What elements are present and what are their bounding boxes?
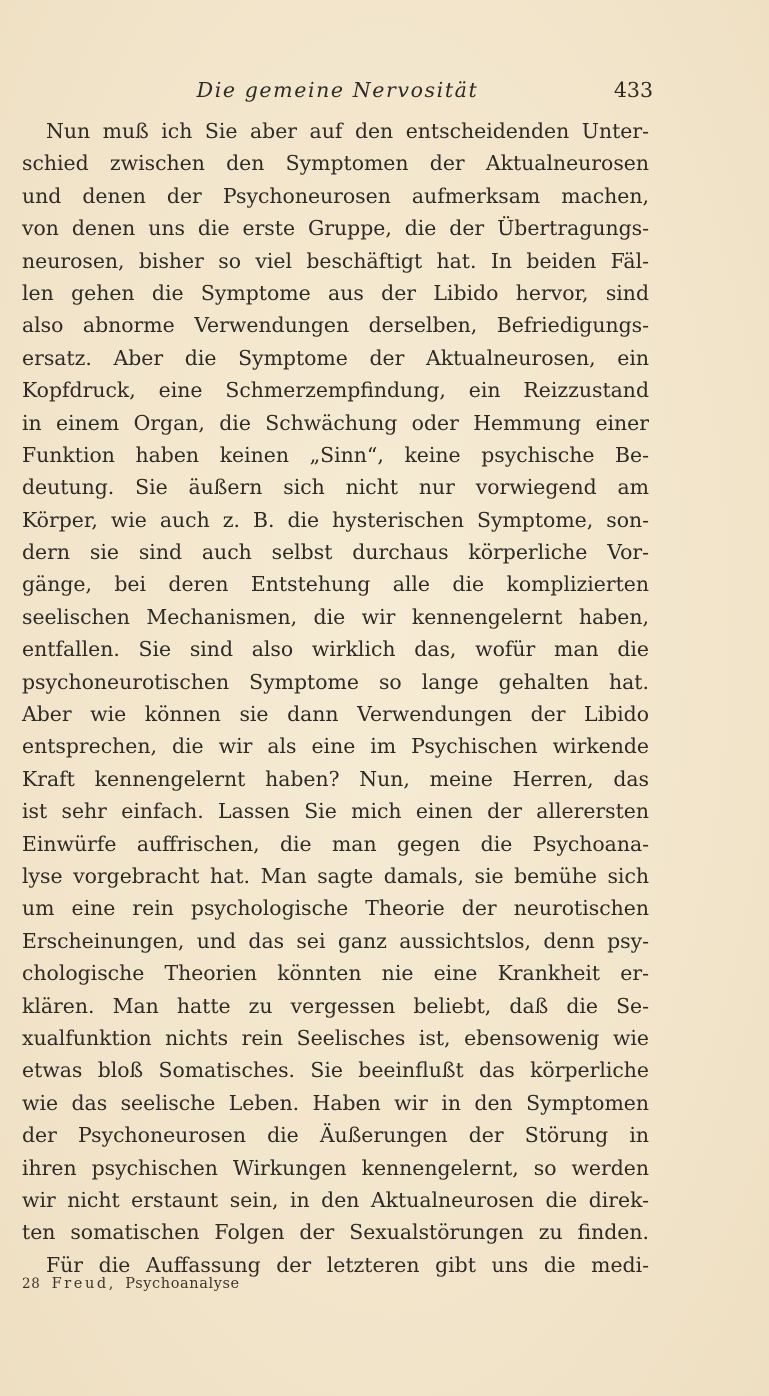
text-line: neurosen, bisher so viel beschäftigt hat. In beiden Fäl- <box>22 248 649 273</box>
text-line: deutung. Sie äußern sich nicht nur vorwiegend am <box>22 475 649 500</box>
text-line: entsprechen, die wir als eine im Psychischen wirkende <box>22 734 649 759</box>
text-line: chologische Theorien könnten nie eine Krankheit er- <box>22 961 649 986</box>
text-line: Aber wie können sie dann Verwendungen der Libido <box>22 702 649 727</box>
text-line: psychoneurotischen Symptome so lange gehalten hat. <box>22 669 649 694</box>
text-line: Körper, wie auch z. B. die hysterischen Symptome, son- <box>22 507 649 532</box>
text-line: wie das seelische Leben. Haben wir in den Symptomen <box>22 1090 649 1115</box>
text-line: entfallen. Sie sind also wirklich das, wofür man die <box>22 637 649 662</box>
signature-line <box>22 1274 240 1294</box>
text-line: und denen der Psychoneurosen aufmerksam machen, <box>22 183 649 208</box>
text-line: ten somatischen Folgen der Sexualstörungen zu finden. <box>22 1220 649 1245</box>
text-line: seelischen Mechanismen, die wir kennengelernt haben, <box>22 604 649 629</box>
footer-title: Psychoanalyse <box>125 1276 240 1292</box>
text-line: von denen uns die erste Gruppe, die der Übertragungs- <box>22 216 649 241</box>
text-line: Für die Auffassung der letzteren gibt uns die medi- <box>46 1252 649 1277</box>
running-title: Die gemeine Nervosität <box>196 78 479 102</box>
text-line: Einwürfe auffrischen, die man gegen die Psychoana- <box>22 831 649 856</box>
text-line: len gehen die Symptome aus der Libido hervor, sind <box>22 280 649 305</box>
text-line: lyse vorgebracht hat. Man sagte damals, sie bemühe sich <box>22 863 649 888</box>
text-line: der Psychoneurosen die Äußerungen der Störung in <box>22 1123 649 1148</box>
text-line: klären. Man hatte zu vergessen beliebt, daß die Se- <box>22 993 649 1018</box>
body-text <box>22 115 649 1281</box>
text-line: Funktion haben keinen „Sinn“, keine psychische Be- <box>22 442 649 467</box>
text-line: xualfunktion nichts rein Seelisches ist, ebensowenig wie <box>22 1025 649 1050</box>
text-line: ersatz. Aber die Symptome der Aktualneurosen, ein <box>22 345 649 370</box>
text-line: Erscheinungen, und das sei ganz aussichtslos, denn psy- <box>22 928 649 953</box>
signature-mark: 28 <box>22 1276 41 1292</box>
text-line: Nun muß ich Sie aber auf den entscheidenden Unter- <box>46 119 649 143</box>
text-line: ihren psychischen Wirkungen kennengelernt, so werden <box>22 1155 649 1180</box>
text-line: schied zwischen den Symptomen der Aktualneurosen <box>22 151 649 176</box>
text-line: dern sie sind auch selbst durchaus körperliche Vor- <box>22 540 649 565</box>
text-line: Kraft kennengelernt haben? Nun, meine Herren, das <box>22 766 649 791</box>
text-line: wir nicht erstaunt sein, in den Aktualneurosen die direk- <box>22 1187 649 1212</box>
page-header <box>22 76 653 104</box>
text-line: Kopfdruck, eine Schmerzempfindung, ein Reizzustand <box>22 378 649 403</box>
text-line: ist sehr einfach. Lassen Sie mich einen der allerersten <box>22 799 649 824</box>
text-line: um eine rein psychologische Theorie der neurotischen <box>22 896 649 921</box>
text-line: gänge, bei deren Entstehung alle die komplizierten <box>22 572 649 597</box>
text-line: also abnorme Verwendungen derselben, Befriedigungs- <box>22 313 649 338</box>
page-number: 433 <box>613 78 653 102</box>
footer-author: Freud, <box>51 1276 117 1292</box>
text-line: in einem Organ, die Schwächung oder Hemmung einer <box>22 410 649 435</box>
text-line: etwas bloß Somatisches. Sie beeinflußt das körperliche <box>22 1058 649 1083</box>
